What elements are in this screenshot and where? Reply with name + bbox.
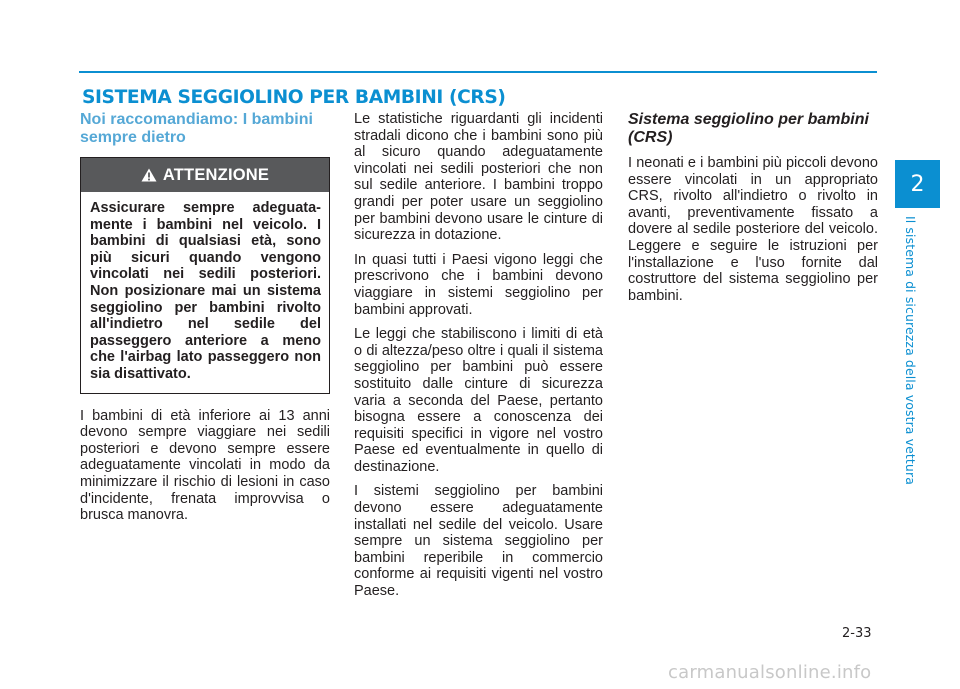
column-3-paragraph: I neonati e i bambini più piccoli devono essere vincolati in un appropriato CRS, rivolto all'indietro o rivolto in avanti, preventivamente fissato a dovere al sedile posteriore del veicolo. Leggere e seguire le istruzioni per l'installazione e l'uso fornite dal costruttore del sistema seggiolino per bambini. (628, 155, 878, 304)
chapter-number: 2 (910, 171, 925, 197)
column-3-subhead: Sistema seggiolino per bambini (CRS) (628, 111, 869, 146)
column-2-paragraph-3: Le leggi che stabiliscono i limiti di età o di altezza/peso oltre i quali il sistema seggiolino per bambini può essere sostituito dalle cinture di sicurezza varia a seconda del Paese, pertanto bisogna essere a conoscenza dei requisiti specifici in vigore nel vostro Paese ed eventualmente in quello di destinazione. (354, 326, 603, 475)
chapter-tab (895, 160, 940, 208)
column-3 (628, 111, 878, 312)
warning-title: ATTENZIONE (162, 165, 270, 184)
warning-box (80, 157, 330, 394)
column-2 (354, 111, 603, 608)
column-2-paragraph-1: Le statistiche riguardanti gli incidenti stradali dicono che i bambini sono più al sicuro quando adeguatamente vincolati nei sedili posteriori che non sul sedile anteriore. I bambini troppo grandi per poter usare un seggiolino per bambini devono usare le cinture di sicurezza in dotazione. (354, 111, 603, 244)
column-2-paragraph-2: In quasi tutti i Paesi vigono leggi che prescrivono che i bambini devono viaggiare in sistemi seggiolino per bambini approvati. (354, 251, 603, 318)
column-2-paragraph-4: I sistemi seggiolino per bambini devono essere adeguatamente installati nel sedile del veicolo. Usare sempre un sistema seggiolino per bambini reperibile in commercio conforme ai requisiti vigenti nel vostro Paese. (354, 483, 603, 600)
page-number: 2-33 (842, 626, 872, 641)
warning-text: Assicurare sempre adeguata- mente i bambini nel veicolo. I bambini di qualsiasi età, sono più sicuri quando vengono vincolati nei sedili posteriori. Non posizionare mai un sistema seggiolino per bambini rivolto all'indietro nel sedile del passeggero anteriore a meno che l'airbag lato passeggero non sia disattivato. (90, 200, 321, 382)
section-title: SISTEMA SEGGIOLINO PER BAMBINI (CRS) (82, 86, 506, 108)
watermark[interactable]: carmanualsonline.info (668, 662, 872, 683)
chapter-title: Il sistema di sicurezza della vostra vettura (903, 216, 918, 485)
warning-header (81, 158, 329, 192)
column-1-paragraph: I bambini di età inferiore ai 13 anni devono sempre viaggiare nei sedili posteriori e devono sempre essere adeguatamente vincolati in modo da minimizzare il rischio di lesioni in caso d'incidente, frenata improvvisa o brusca manovra. (80, 407, 330, 524)
warning-triangle-icon (141, 168, 157, 182)
column-1 (80, 111, 330, 532)
top-rule (79, 71, 877, 73)
column-1-subhead: Noi raccomandiamo: I bambini sempre dietro (80, 111, 313, 146)
